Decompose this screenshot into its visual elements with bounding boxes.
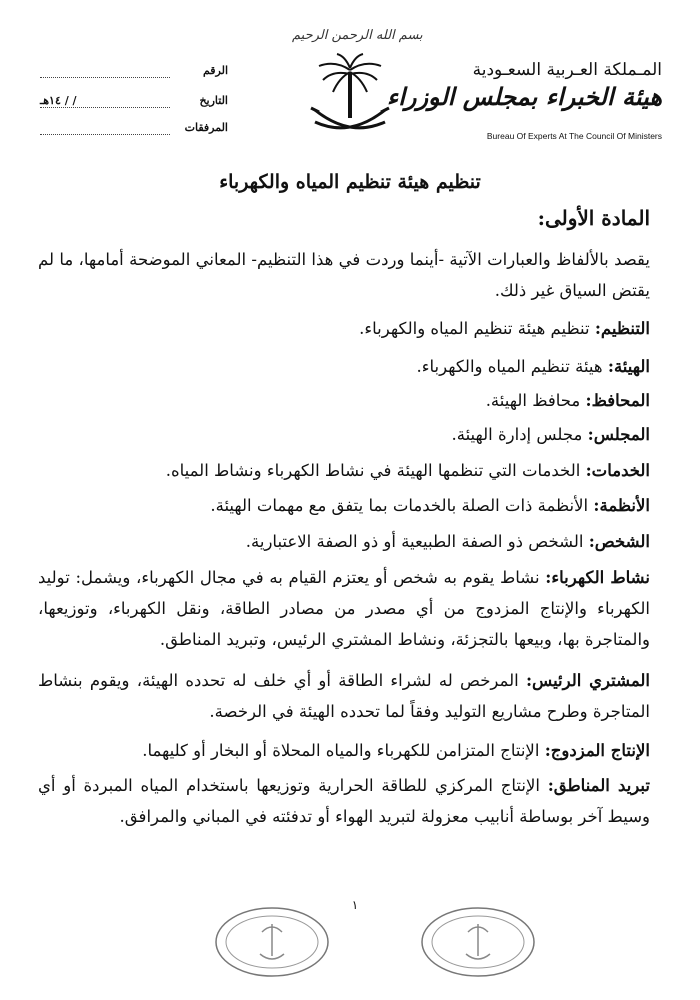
kingdom-name: المـملكة العـربية السعـودية [472,60,662,80]
definition-item [38,735,650,766]
definition-term: الإنتاج المزدوج: [544,741,650,760]
definition-item [38,665,650,727]
date-label: التاريخ [199,94,228,107]
definition-item [38,770,650,832]
document-title: تنظيم هيئة تنظيم المياه والكهرباء [219,171,481,193]
attachments-value [40,121,170,135]
attachments-label: المرفقات [184,121,228,134]
attachments-row [40,121,240,139]
definition-text: الشخص ذو الصفة الطبيعية أو ذو الصفة الاعتبارية. [245,532,589,551]
official-seal-icon [212,902,332,982]
page-number: ١ [351,898,359,912]
reference-number-row [40,64,240,82]
definition-text: تنظيم هيئة تنظيم المياه والكهرباء. [359,319,595,338]
definition-text: المرخص له لشراء الطاقة أو أي خلف له تحدده الهيئة، ويقوم بنشاط المتاجرة وطرح مشاريع التوليد وفقاً لما تحدده الهيئة في الرخصة. [38,671,650,721]
reference-number-value [40,64,170,78]
definition-text: الإنتاج المركزي للطاقة الحرارية وتوزيعها باستخدام المياه المبردة أو أي وسيط آخر بوساطة أنابيب معزولة لتبريد الهواء أو تدفئته في المباني والمرافق. [38,776,650,826]
definition-text: هيئة تنظيم المياه والكهرباء. [416,357,608,376]
date-row [40,94,240,112]
definition-text: الأنظمة ذات الصلة بالخدمات بما يتفق مع مهمات الهيئة. [210,496,594,515]
definition-term: تبريد المناطق: [547,776,650,795]
definition-term: المجلس: [587,425,650,444]
saudi-emblem-icon [305,48,395,148]
definition-term: الشخص: [588,532,650,551]
bureau-name-english: Bureau Of Experts At The Council Of Ministers [486,131,662,141]
definition-term: نشاط الكهرباء: [545,568,650,587]
definition-text: محافظ الهيئة. [485,391,586,410]
definition-term: الهيئة: [607,357,650,376]
definition-item [38,313,650,344]
definition-text: مجلس إدارة الهيئة. [451,425,588,444]
definition-term: الخدمات: [585,461,650,480]
definition-text: الخدمات التي تنظمها الهيئة في نشاط الكهرباء ونشاط المياه. [165,461,586,480]
definition-item [38,562,650,655]
definition-term: المحافظ: [585,391,650,410]
bismillah: بسم الله الرحمن الرحيم [292,28,423,43]
reference-number-label: الرقم [202,64,228,77]
bureau-name-arabic: هيئة الخبراء بمجلس الوزراء [386,82,662,111]
definition-item [38,490,650,521]
definition-item [38,351,650,382]
definition-term: الأنظمة: [593,496,650,515]
definition-item [38,385,650,416]
article-heading: المادة الأولى: [537,206,650,230]
definition-text: الإنتاج المتزامن للكهرباء والمياه المحلاة أو البخار أو كليهما. [142,741,545,760]
definition-item [38,526,650,557]
official-seal-icon [418,902,538,982]
definition-term: التنظيم: [594,319,650,338]
definition-term: المشتري الرئيس: [525,671,650,690]
date-value: / / ١٤هـ [40,94,170,108]
definition-text: نشاط يقوم به شخص أو يعتزم القيام به في مجال الكهرباء، ويشمل: توليد الكهرباء والإنتاج المزدوج من أي مصدر من مصادر الطاقة، ونقل الكهرباء، وتوزيعها، والمتاجرة بها، وبيعها بالتجزئة، ونشاط المشتري الرئيس، وتبريد المناطق. [38,568,650,649]
article-intro: يقصد بالألفاظ والعبارات الآتية -أينما وردت في هذا التنظيم- المعاني الموضحة أمامها، ما لم يقتض السياق غير ذلك. [38,250,650,300]
definition-item [38,419,650,450]
definition-item [38,455,650,486]
